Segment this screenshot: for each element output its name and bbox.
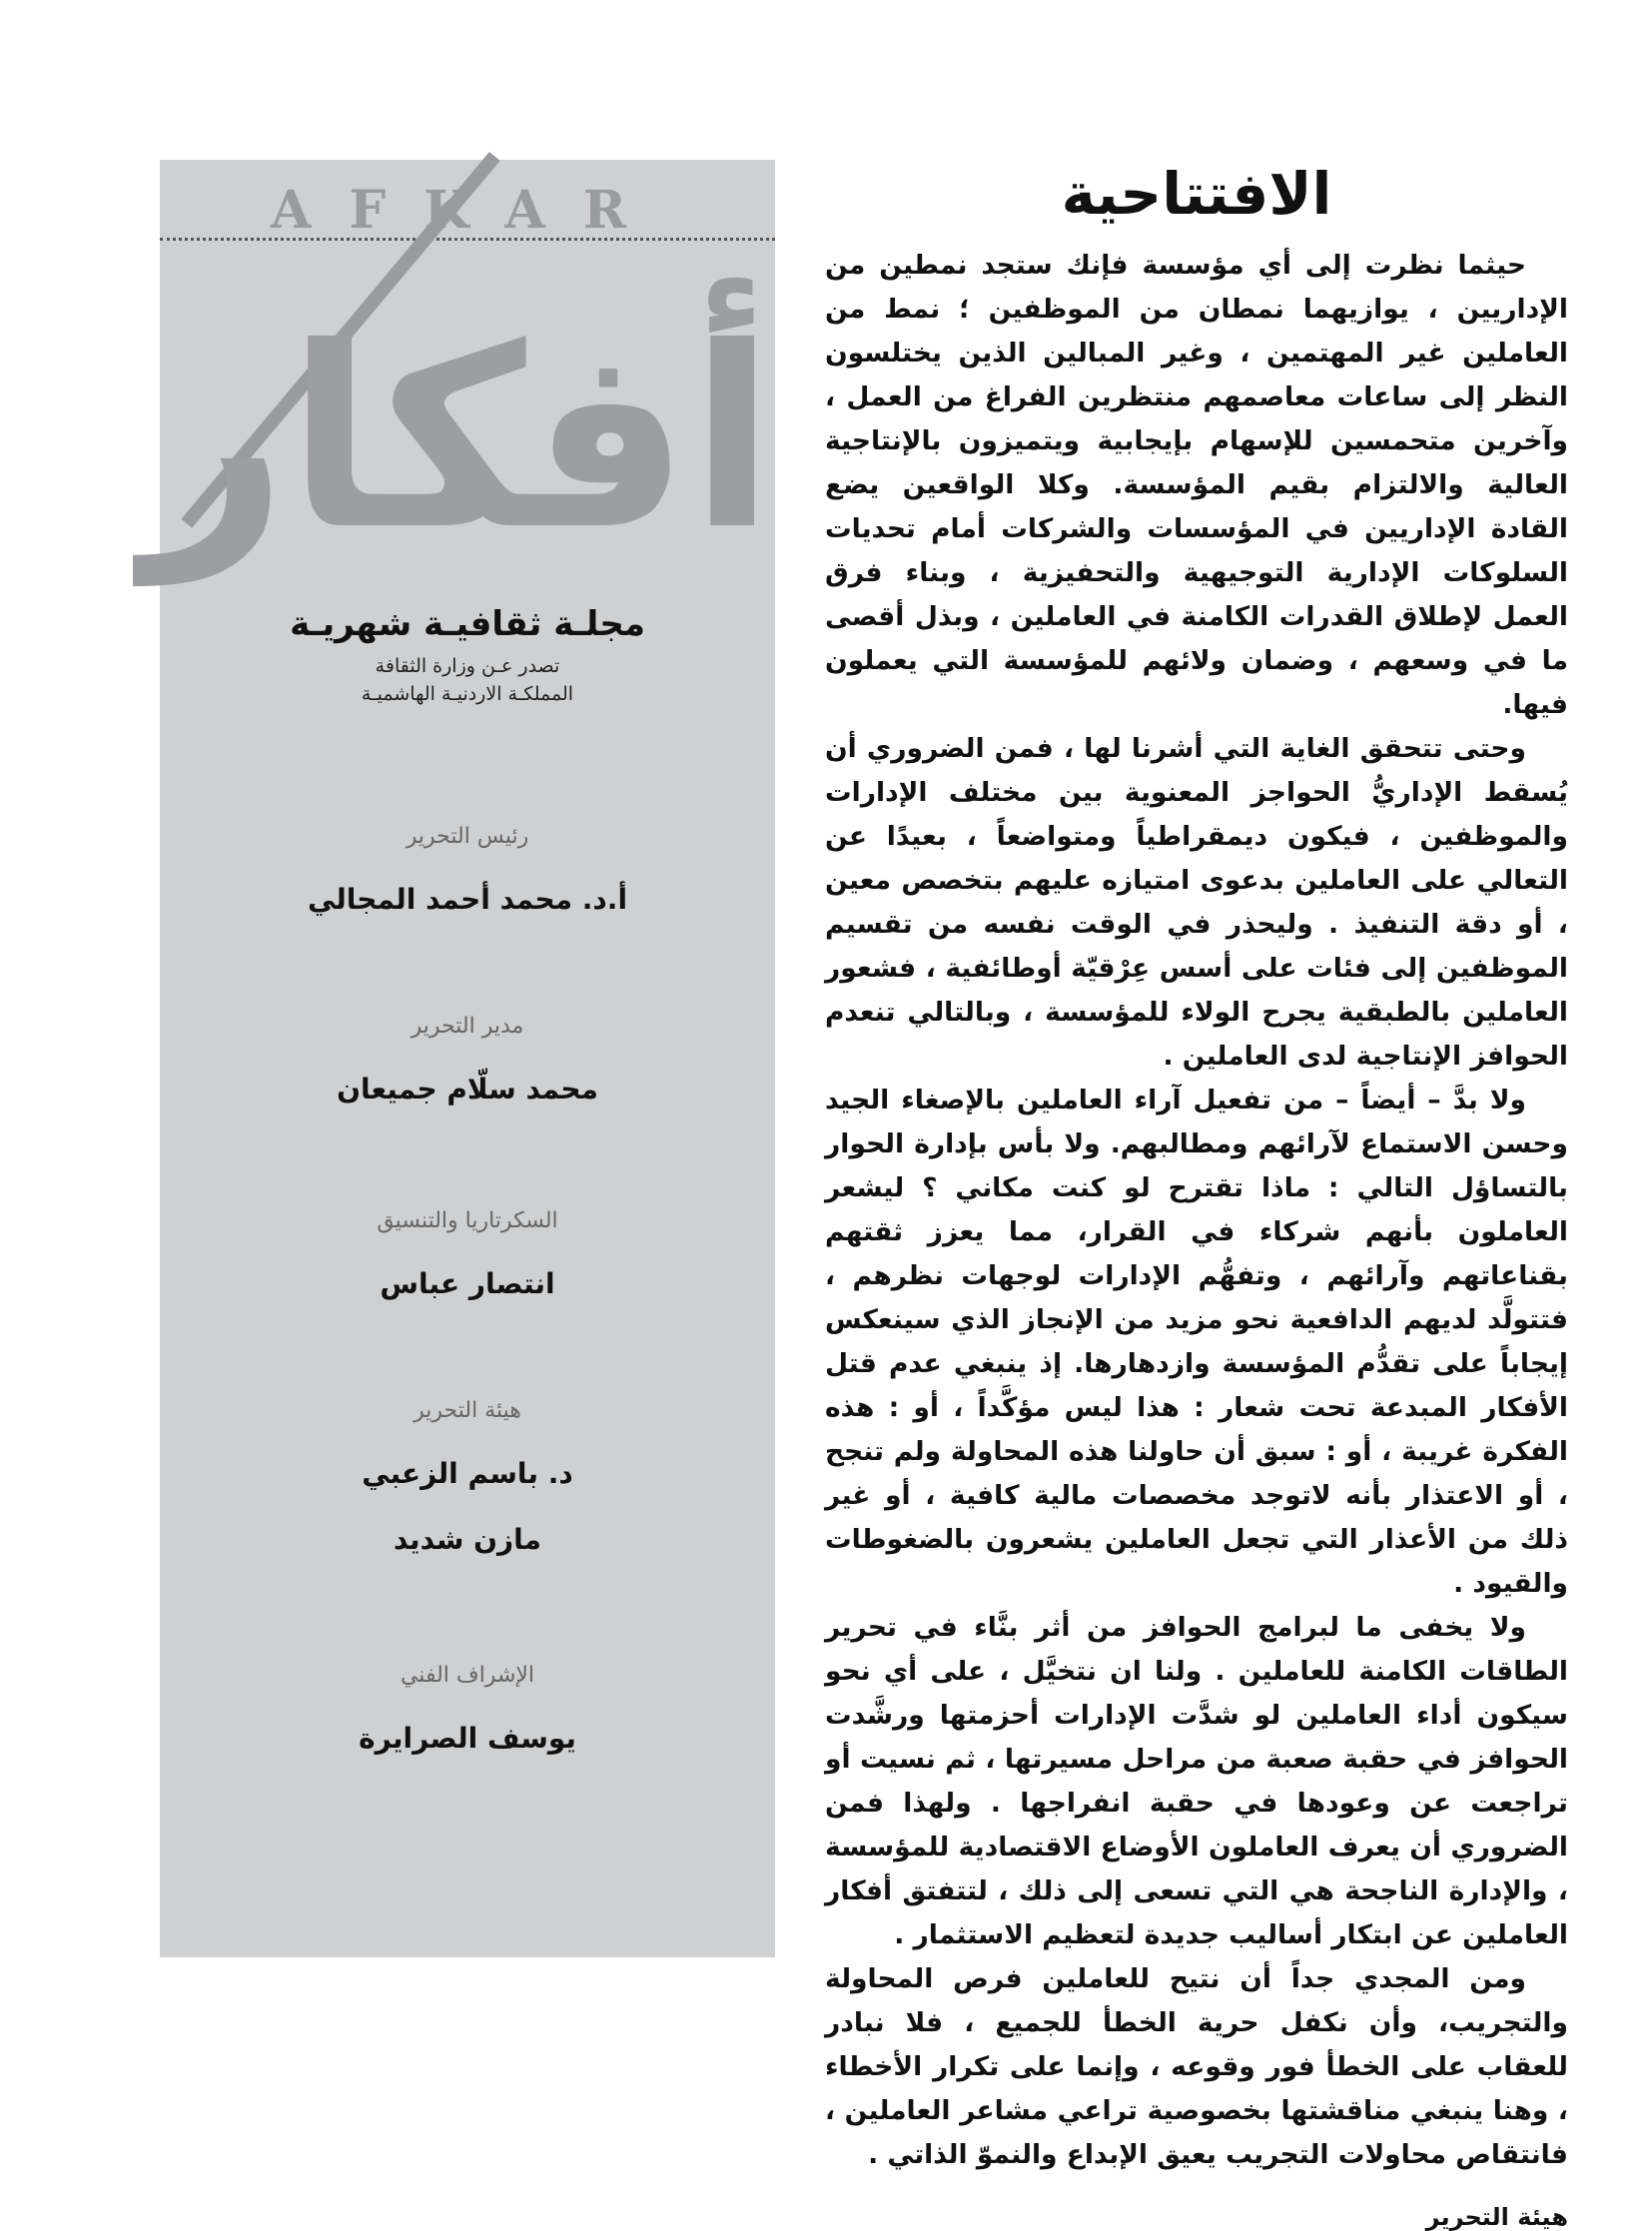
article-title: الافتتاحية: [1061, 160, 1332, 228]
article-paragraph: ومن المجدي جداً أن نتيح للعاملين فرص المحاولة والتجريب، وأن نكفل حرية الخطأ للجميع ، فلا نبادر للعقاب على الخطأ فور وقوعه ، وإنما على تكرار الأخطاء ، وهنا ينبغي مناقشتها بخصوصية تراعي مشاعر العاملين ، فانتقاص محاولات التجريب يعيق الإبداع والنموّ الذاتي .: [825, 1963, 1568, 2170]
article-paragraph: وحتى تتحقق الغاية التي أشرنا لها ، فمن الضروري أن يُسقط الإداريُّ الحواجز المعنوية بين مختلف الإدارات والموظفين ، فيكون ديمقراطياً ومتواضعاً ، بعيدًا عن التعالي على العاملين بدعوى امتيازه عليهم بتخصص معين ، أو دقة التنفيذ . وليحذر في الوقت نفسه من تقسيم الموظفين إلى فئات على أسس عِرْقيّة أوطائفية ، فشعور العاملين بالطبقية يجرح الولاء للمؤسسة ، وبالتالي تنعدم الحوافز الإنتاجية لدى العاملين .: [825, 733, 1568, 1072]
latin-logo: AFKAR: [271, 180, 664, 241]
article-paragraph: ولا بدَّ – أيضاً – من تفعيل آراء العاملين بالإصغاء الجيد وحسن الاستماع لآرائهم ومطالبهم. ولا بأس بإدارة الحوار بالتساؤل التالي : ماذا تقترح لو كنت مكاني ؟ ليشعر العاملون بأنهم شركاء في القرار، مما يعزز ثقتهم بقناعاتهم وآرائهم ، وتفهُّم الإدارات لوجهات نظرهم ، فتتولَّد لديهم الدافعية نحو مزيد من الإنجاز الذي سينعكس إيجاباً على تقدُّم المؤسسة وازدهارها. إذ ينبغي عدم قتل الأفكار المبدعة تحت شعار : هذا ليس مؤكَّداً ، أو : هذه الفكرة غريبة ، أو : سبق أن حاولنا هذه المحاولة ولم تنجح ، أو الاعتذار بأنه لاتوجد مخصصات مالية كافية ، أو غير ذلك من الأعذار التي تجعل العاملين يشعرون بالضغوطات والقيود .: [825, 1085, 1568, 1599]
staff-role: هيئة التحرير: [413, 1398, 521, 1423]
article-paragraph: ولا يخفى ما لبرامج الحوافز من أثر بنَّاء في تحرير الطاقات الكامنة للعاملين . ولنا ان نتخيَّل ، على أي نحو سيكون أداء العاملين لو شدَّت الإدارات أحزمتها ورشَّدت الحوافز في حقبة صعبة من مراحل مسيرتها ، ثم نسيت أو تراجعت عن وعودها في حقبة انفراجها . ولهذا فمن الضروري أن يعرف العاملون الأوضاع الاقتصادية للمؤسسة ، والإدارة الناجحة هي التي تسعى إلى ذلك ، لتتفتق أفكار العاملين عن ابتكار أساليب جديدة لتعظيم الاستثمار .: [825, 1612, 1568, 1950]
staff-name: انتصار عباس: [380, 1267, 555, 1300]
staff-managing-editor: [160, 1014, 775, 1113]
magazine-description: [160, 604, 775, 708]
staff-role: الإشراف الفني: [400, 1663, 535, 1688]
staff-editorial-board: [160, 1398, 775, 1563]
magazine-publisher: تصدر عـن وزارة الثقافة: [375, 655, 560, 677]
staff-editor-in-chief: [160, 824, 775, 923]
staff-role: مدير التحرير: [411, 1014, 524, 1039]
article-signature: هيئة التحرير: [1425, 2203, 1568, 2231]
staff-technical-supervision: [160, 1663, 775, 1762]
logo-divider: [160, 238, 775, 241]
staff-name: أ.د. محمد أحمد المجالي: [307, 883, 628, 916]
arabic-logo: أفكار: [143, 294, 775, 584]
staff-name: يوسف الصرايرة: [359, 1722, 576, 1755]
magazine-country: المملكـة الاردنيـة الهاشميـة: [361, 683, 574, 705]
staff-name: مازن شديد: [393, 1523, 541, 1556]
staff-role: رئيس التحرير: [406, 824, 529, 849]
staff-name: د. باسم الزعبي: [362, 1457, 573, 1490]
staff-role: السكرتاريا والتنسيق: [377, 1208, 558, 1233]
masthead-sidebar: [143, 160, 775, 1957]
editorial-article: [825, 160, 1568, 2231]
magazine-title: مجلـة ثقافيـة شهريـة: [290, 604, 645, 644]
staff-secretariat: [160, 1208, 775, 1307]
staff-name: محمد سلّام جميعان: [337, 1073, 598, 1106]
article-paragraph: حيثما نظرت إلى أي مؤسسة فإنك ستجد نمطين من الإداريين ، يوازيهما نمطان من الموظفين ؛ نمط من العاملين غير المهتمين ، وغير المبالين الذين يختلسون النظر إلى ساعات معاصمهم منتظرين الفراغ من العمل ، وآخرين متحمسين للإسهام بإيجابية ويتميزون بالإنتاجية العالية والالتزام بقيم المؤسسة. وكلا الواقعين يضع القادة الإداريين في المؤسسات والشركات أمام تحديات السلوكات الإدارية التوجيهية والتحفيزية ، وبناء فرق العمل لإطلاق القدرات الكامنة في العاملين ، وبذل أقصى ما في وسعهم ، وضمان ولائهم للمؤسسة التي يعملون فيها.: [825, 250, 1568, 720]
